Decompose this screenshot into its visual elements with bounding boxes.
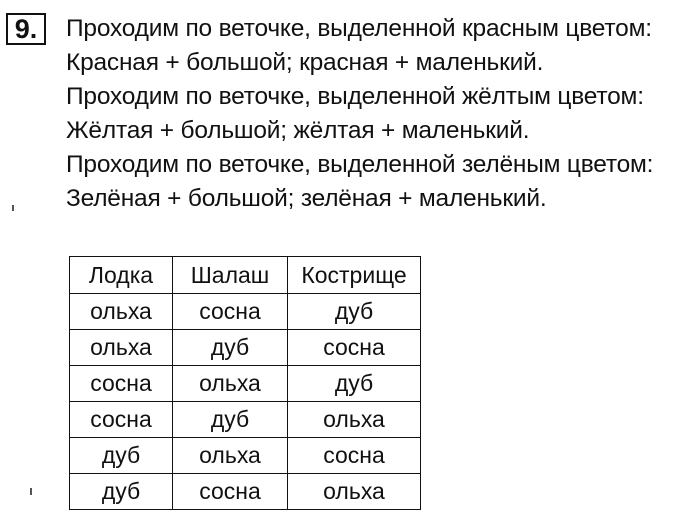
table-header-row [70, 257, 421, 294]
table-cell: дуб [288, 294, 421, 330]
table-row [70, 438, 421, 474]
table-cell: ольха [70, 330, 173, 366]
task-number-box [6, 13, 46, 45]
table-row [70, 474, 421, 510]
scan-speck [12, 205, 14, 211]
table-cell: ольха [173, 366, 288, 402]
header-shalash: Шалаш [173, 257, 288, 294]
text-line: Проходим по веточке, выделенной зелёным цветом: [66, 151, 654, 178]
table-cell: дуб [70, 438, 173, 474]
table-cell: дуб [70, 474, 173, 510]
table-cell: сосна [70, 402, 173, 438]
scan-speck [30, 488, 32, 495]
table-row [70, 330, 421, 366]
table-cell: сосна [173, 474, 288, 510]
table-cell: дуб [288, 366, 421, 402]
table-cell: сосна [288, 438, 421, 474]
table-cell: ольха [173, 438, 288, 474]
header-lodka: Лодка [70, 257, 173, 294]
table-cell: сосна [70, 366, 173, 402]
table-cell: сосна [288, 330, 421, 366]
table-cell: дуб [173, 402, 288, 438]
answer-table [69, 256, 421, 510]
table-row [70, 402, 421, 438]
table-cell: ольха [288, 474, 421, 510]
text-line: Проходим по веточке, выделенной красным цветом: [66, 15, 652, 42]
table-row [70, 294, 421, 330]
task-number: 9. [14, 14, 38, 44]
text-line: Жёлтая + большой; жёлтая + маленький. [66, 117, 530, 144]
header-kostrishche: Кострище [288, 257, 421, 294]
text-line: Красная + большой; красная + маленький. [66, 49, 544, 76]
table-row [70, 366, 421, 402]
table-cell: ольха [288, 402, 421, 438]
text-line: Зелёная + большой; зелёная + маленький. [66, 185, 547, 212]
table-cell: сосна [173, 294, 288, 330]
table-cell: дуб [173, 330, 288, 366]
task-text [66, 12, 653, 216]
table-cell: ольха [70, 294, 173, 330]
text-line: Проходим по веточке, выделенной жёлтым цветом: [66, 83, 644, 110]
